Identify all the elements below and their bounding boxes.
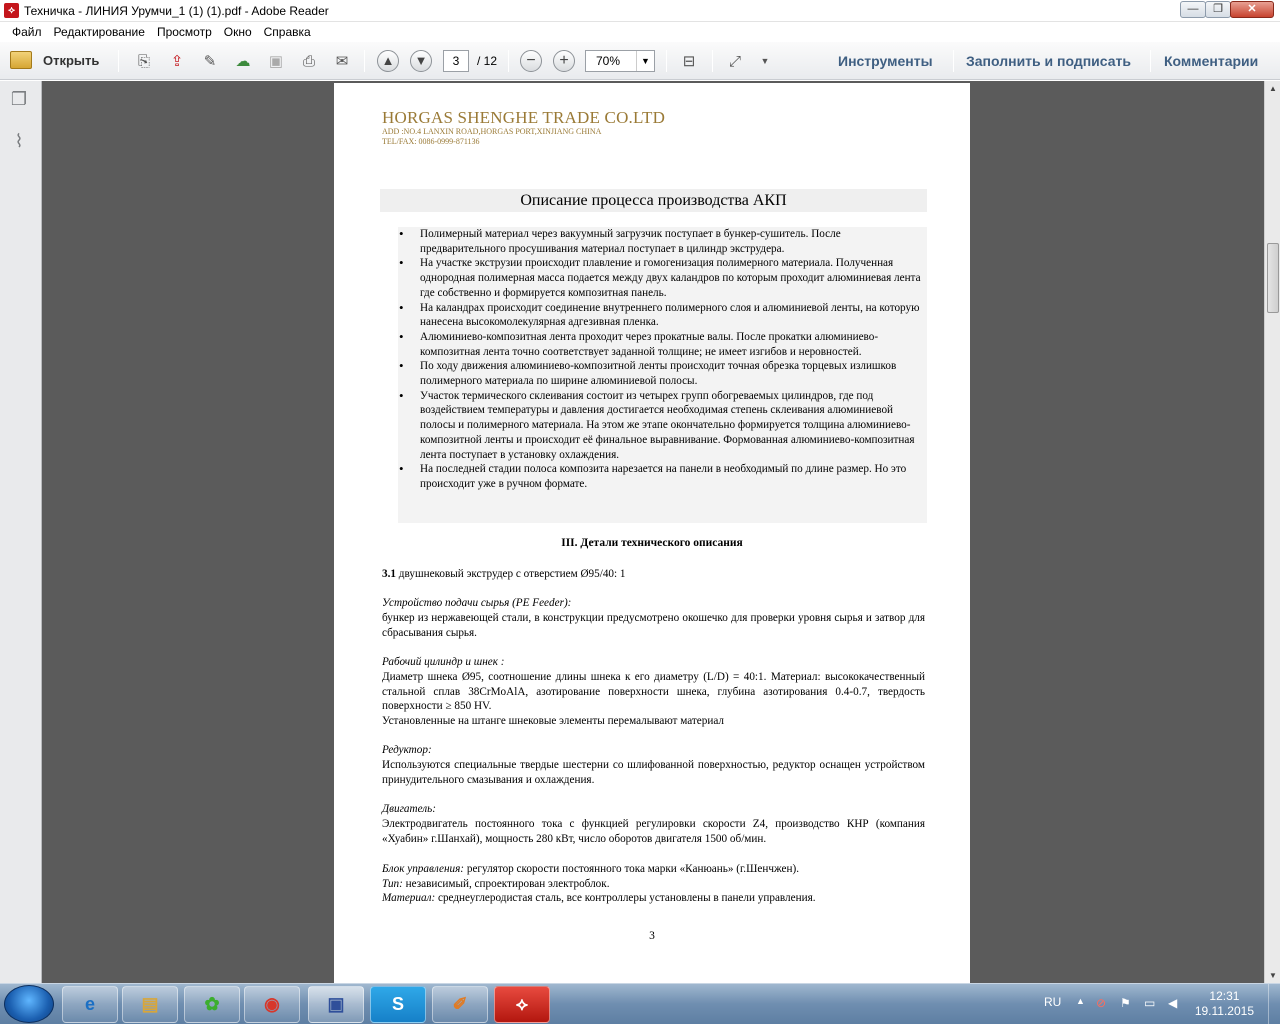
start-button[interactable]: [4, 985, 54, 1023]
paint-icon[interactable]: ✐: [432, 986, 488, 1023]
toolbar-separator: [712, 50, 713, 72]
list-item: • На последней стадии полоса композита нарезается на панели в необходимый по длине размер. Но это происходит уже в ручном формате.: [398, 462, 927, 491]
edit-pdf-icon[interactable]: ✎: [203, 53, 217, 70]
material-label: Материал:: [382, 892, 436, 904]
comments-panel-button[interactable]: Комментарии: [1164, 53, 1259, 69]
type-label: Тип:: [382, 878, 403, 890]
window-title: Техничка - ЛИНИЯ Урумчи_1 (1) (1).pdf - Adobe Reader: [24, 4, 329, 18]
telfax-line: TEL/FAX: 0086-0999-871136: [382, 137, 480, 146]
previous-page-button[interactable]: ▲: [377, 50, 399, 72]
zoom-select[interactable]: [585, 50, 655, 72]
list-item: • Полимерный материал через вакуумный загрузчик поступает в бункер-сушитель. После предварительного просушивания материал поступает в цилиндр экструдера.: [398, 227, 927, 256]
toolbar-separator: [508, 50, 509, 72]
company-address: [382, 127, 601, 147]
export-pdf-icon[interactable]: ⇪: [170, 53, 184, 70]
language-indicator[interactable]: RU: [1044, 995, 1062, 1009]
zoom-value: 70%: [596, 54, 621, 68]
motor-heading: Двигатель:: [382, 803, 436, 815]
menu-bar: [0, 22, 1280, 42]
toolbar-separator: [364, 50, 365, 72]
list-item: • На каландрах происходит соединение внутреннего полимерного слоя и алюминиевой ленты, на которую нанесена высокомолекулярная адгезивная пленка.: [398, 301, 927, 330]
type-text: независимый, спроектирован электроблок.: [402, 878, 610, 890]
process-description-box: [398, 227, 927, 523]
list-item: • На участке экструзии происходит плавление и гомогенизация полимерного материала. Полученная однородная полимерная масса подается между двух каландров по которым проходит алюминиевая лента где собственно и формируется композитная панель.: [398, 256, 927, 300]
chevron-down-icon[interactable]: ▼: [636, 51, 654, 71]
window-controls: [1181, 1, 1274, 18]
menu-file[interactable]: Файл: [12, 25, 42, 39]
next-page-button[interactable]: ▼: [410, 50, 432, 72]
save-icon[interactable]: ▣: [268, 53, 284, 70]
cylinder-text-2: Установленные на штанге шнековые элементы перемалывают материал: [382, 715, 725, 727]
page-number-input[interactable]: 3: [443, 50, 469, 72]
folder-icon: [10, 51, 32, 69]
minimize-button[interactable]: —: [1180, 1, 1206, 18]
windows-taskbar: [0, 983, 1280, 1024]
create-pdf-icon[interactable]: ⎘: [137, 52, 150, 70]
scrollbar-thumb[interactable]: [1267, 243, 1279, 313]
menu-view[interactable]: Просмотр: [156, 25, 212, 39]
fill-sign-panel-button[interactable]: Заполнить и подписать: [966, 53, 1131, 69]
section-title: Описание процесса производства АКП: [380, 189, 927, 212]
skype-icon[interactable]: S: [370, 986, 426, 1023]
menu-edit[interactable]: Редактирование: [53, 25, 145, 39]
scroll-down-arrow-icon[interactable]: ▼: [1269, 971, 1277, 980]
toolbar-more-icon[interactable]: ▼: [760, 56, 770, 66]
reducer-heading: Редуктор:: [382, 744, 432, 756]
maximize-button[interactable]: ❐: [1205, 1, 1231, 18]
toolbar: [0, 42, 1280, 80]
chrome-icon[interactable]: ◉: [244, 986, 300, 1023]
file-explorer-icon[interactable]: ▤: [122, 986, 178, 1023]
control-unit-text: регулятор скорости постоянного тока марки «Канюань» (г.Шенчжен).: [464, 863, 800, 875]
icq-icon[interactable]: ✿: [184, 986, 240, 1023]
list-item: • По ходу движения алюминиево-композитной ленты происходит точная обрезка торцевых излишков полимерного материала по ширине алюминиевой полосы.: [398, 359, 927, 388]
page-layout-icon[interactable]: ⊟: [682, 53, 696, 70]
zoom-in-button[interactable]: +: [553, 50, 575, 72]
attachments-icon[interactable]: ⌇: [14, 131, 24, 151]
adobe-reader-taskbar-icon[interactable]: ⟡: [494, 986, 550, 1023]
show-desktop-button[interactable]: [1268, 984, 1280, 1024]
antivirus-icon[interactable]: ⊘: [1096, 996, 1107, 1010]
pdf-page: [334, 83, 970, 983]
email-icon[interactable]: ✉: [335, 53, 349, 70]
material-line: [382, 891, 925, 906]
title-bar: [0, 0, 1280, 22]
toolbar-separator: [666, 50, 667, 72]
tools-panel-button[interactable]: Инструменты: [838, 53, 933, 69]
list-item: • Алюминиево-композитная лента проходит через прокатные валы. После прокатки алюминиево-композитная лента точно соответствует заданной толщине; не имеет изгибов и неровностей.: [398, 330, 927, 359]
scroll-up-arrow-icon[interactable]: ▲: [1269, 84, 1277, 93]
control-unit-line: [382, 862, 925, 877]
reducer-text: Используются специальные твердые шестерни со шлифованной поверхностью, редуктор оснащен устройством принудительного смазывания и охлаждения.: [382, 759, 925, 786]
print-icon[interactable]: ⎙: [302, 52, 315, 70]
system-tray: [1030, 984, 1280, 1024]
clock-time: 12:31: [1209, 989, 1240, 1003]
toolbar-separator: [953, 50, 954, 72]
cylinder-heading: Рабочий цилиндр и шнек :: [382, 656, 505, 668]
list-item: • Участок термического склеивания состоит из четырех групп обогреваемых цилиндров, где под воздействием температуры и давления достигается необходимая степень склеивания алюминиевой полосы и полимерного материала. На этом же этапе окончательно формируется толщина алюминиево-композитной ленты и происходит её финальное выравнивание. Формованная алюминиево-композитная лента поступает в установку охлаждения.: [398, 389, 927, 463]
close-button[interactable]: ✕: [1230, 1, 1274, 18]
address-line: ADD :NO.4 LANXIN ROAD,HORGAS PORT,XINJIANG CHINA: [382, 127, 602, 136]
open-label: Открыть: [43, 53, 100, 68]
page-total: / 12: [477, 54, 498, 68]
feeder-text: бункер из нержавеющей стали, в конструкции предусмотрено окошечко для проверки уровня сырья и затвор для сбрасывания сырья.: [382, 612, 925, 639]
subsection-text: двушнековый экструдер с отверстием Ø95/40: 1: [395, 568, 626, 580]
company-name: HORGAS SHENGHE TRADE CO.LTD: [382, 108, 666, 127]
open-button[interactable]: [8, 49, 108, 73]
subsection-3-1: [382, 567, 925, 582]
part-title: III. Детали технического описания: [561, 537, 743, 549]
page-thumbnails-icon[interactable]: ❐: [10, 89, 28, 109]
internet-explorer-icon[interactable]: e: [62, 986, 118, 1023]
volume-icon[interactable]: ◀: [1168, 996, 1178, 1010]
material-text: среднеуглеродистая сталь, все контроллеры установлены в панели управления.: [435, 892, 816, 904]
type-line: [382, 877, 925, 892]
navigation-pane: [0, 81, 42, 983]
menu-window[interactable]: Окно: [223, 25, 252, 39]
motor-text: Электродвигатель постоянного тока с функцией регулировки скорости Z4, производство КНР (компания «Хуабин» г.Шанхай), мощность 280 кВт, число оборотов двигателя 1500 об/мин.: [382, 818, 925, 845]
control-unit-label: Блок управления:: [382, 863, 465, 875]
page-number: 3: [649, 930, 655, 942]
upload-cloud-icon[interactable]: ☁: [235, 53, 251, 70]
toolbar-separator: [1150, 50, 1151, 72]
menu-help[interactable]: Справка: [263, 25, 311, 39]
tray-expand-icon[interactable]: ▲: [1076, 996, 1085, 1006]
full-screen-icon[interactable]: ⤢: [728, 52, 741, 70]
subsection-number: 3.1: [382, 568, 396, 580]
zoom-out-button[interactable]: −: [520, 50, 542, 72]
adobe-reader-icon: ⟡: [4, 3, 19, 18]
process-steps-list: [398, 227, 927, 492]
feeder-heading: Устройство подачи сырья (PE Feeder):: [382, 597, 572, 609]
action-center-icon[interactable]: ⚑: [1120, 996, 1131, 1010]
network-icon[interactable]: ▭: [1144, 996, 1156, 1010]
cylinder-text: Диаметр шнека Ø95, соотношение длины шнека к его диаметру (L/D) = 40:1. Материал: высококачественный стальной сплав 38CrMoAlA, азотирование поверхности шнека, глубина азотирования 0.4-0.7, твердость поверхности ≥ 850 HV.: [382, 671, 925, 713]
toolbar-separator: [118, 50, 119, 72]
vertical-scrollbar[interactable]: [1264, 81, 1280, 983]
remote-desktop-icon[interactable]: ▣: [308, 986, 364, 1023]
clock-date: 19.11.2015: [1194, 1004, 1254, 1018]
clock[interactable]: [1195, 989, 1254, 1019]
